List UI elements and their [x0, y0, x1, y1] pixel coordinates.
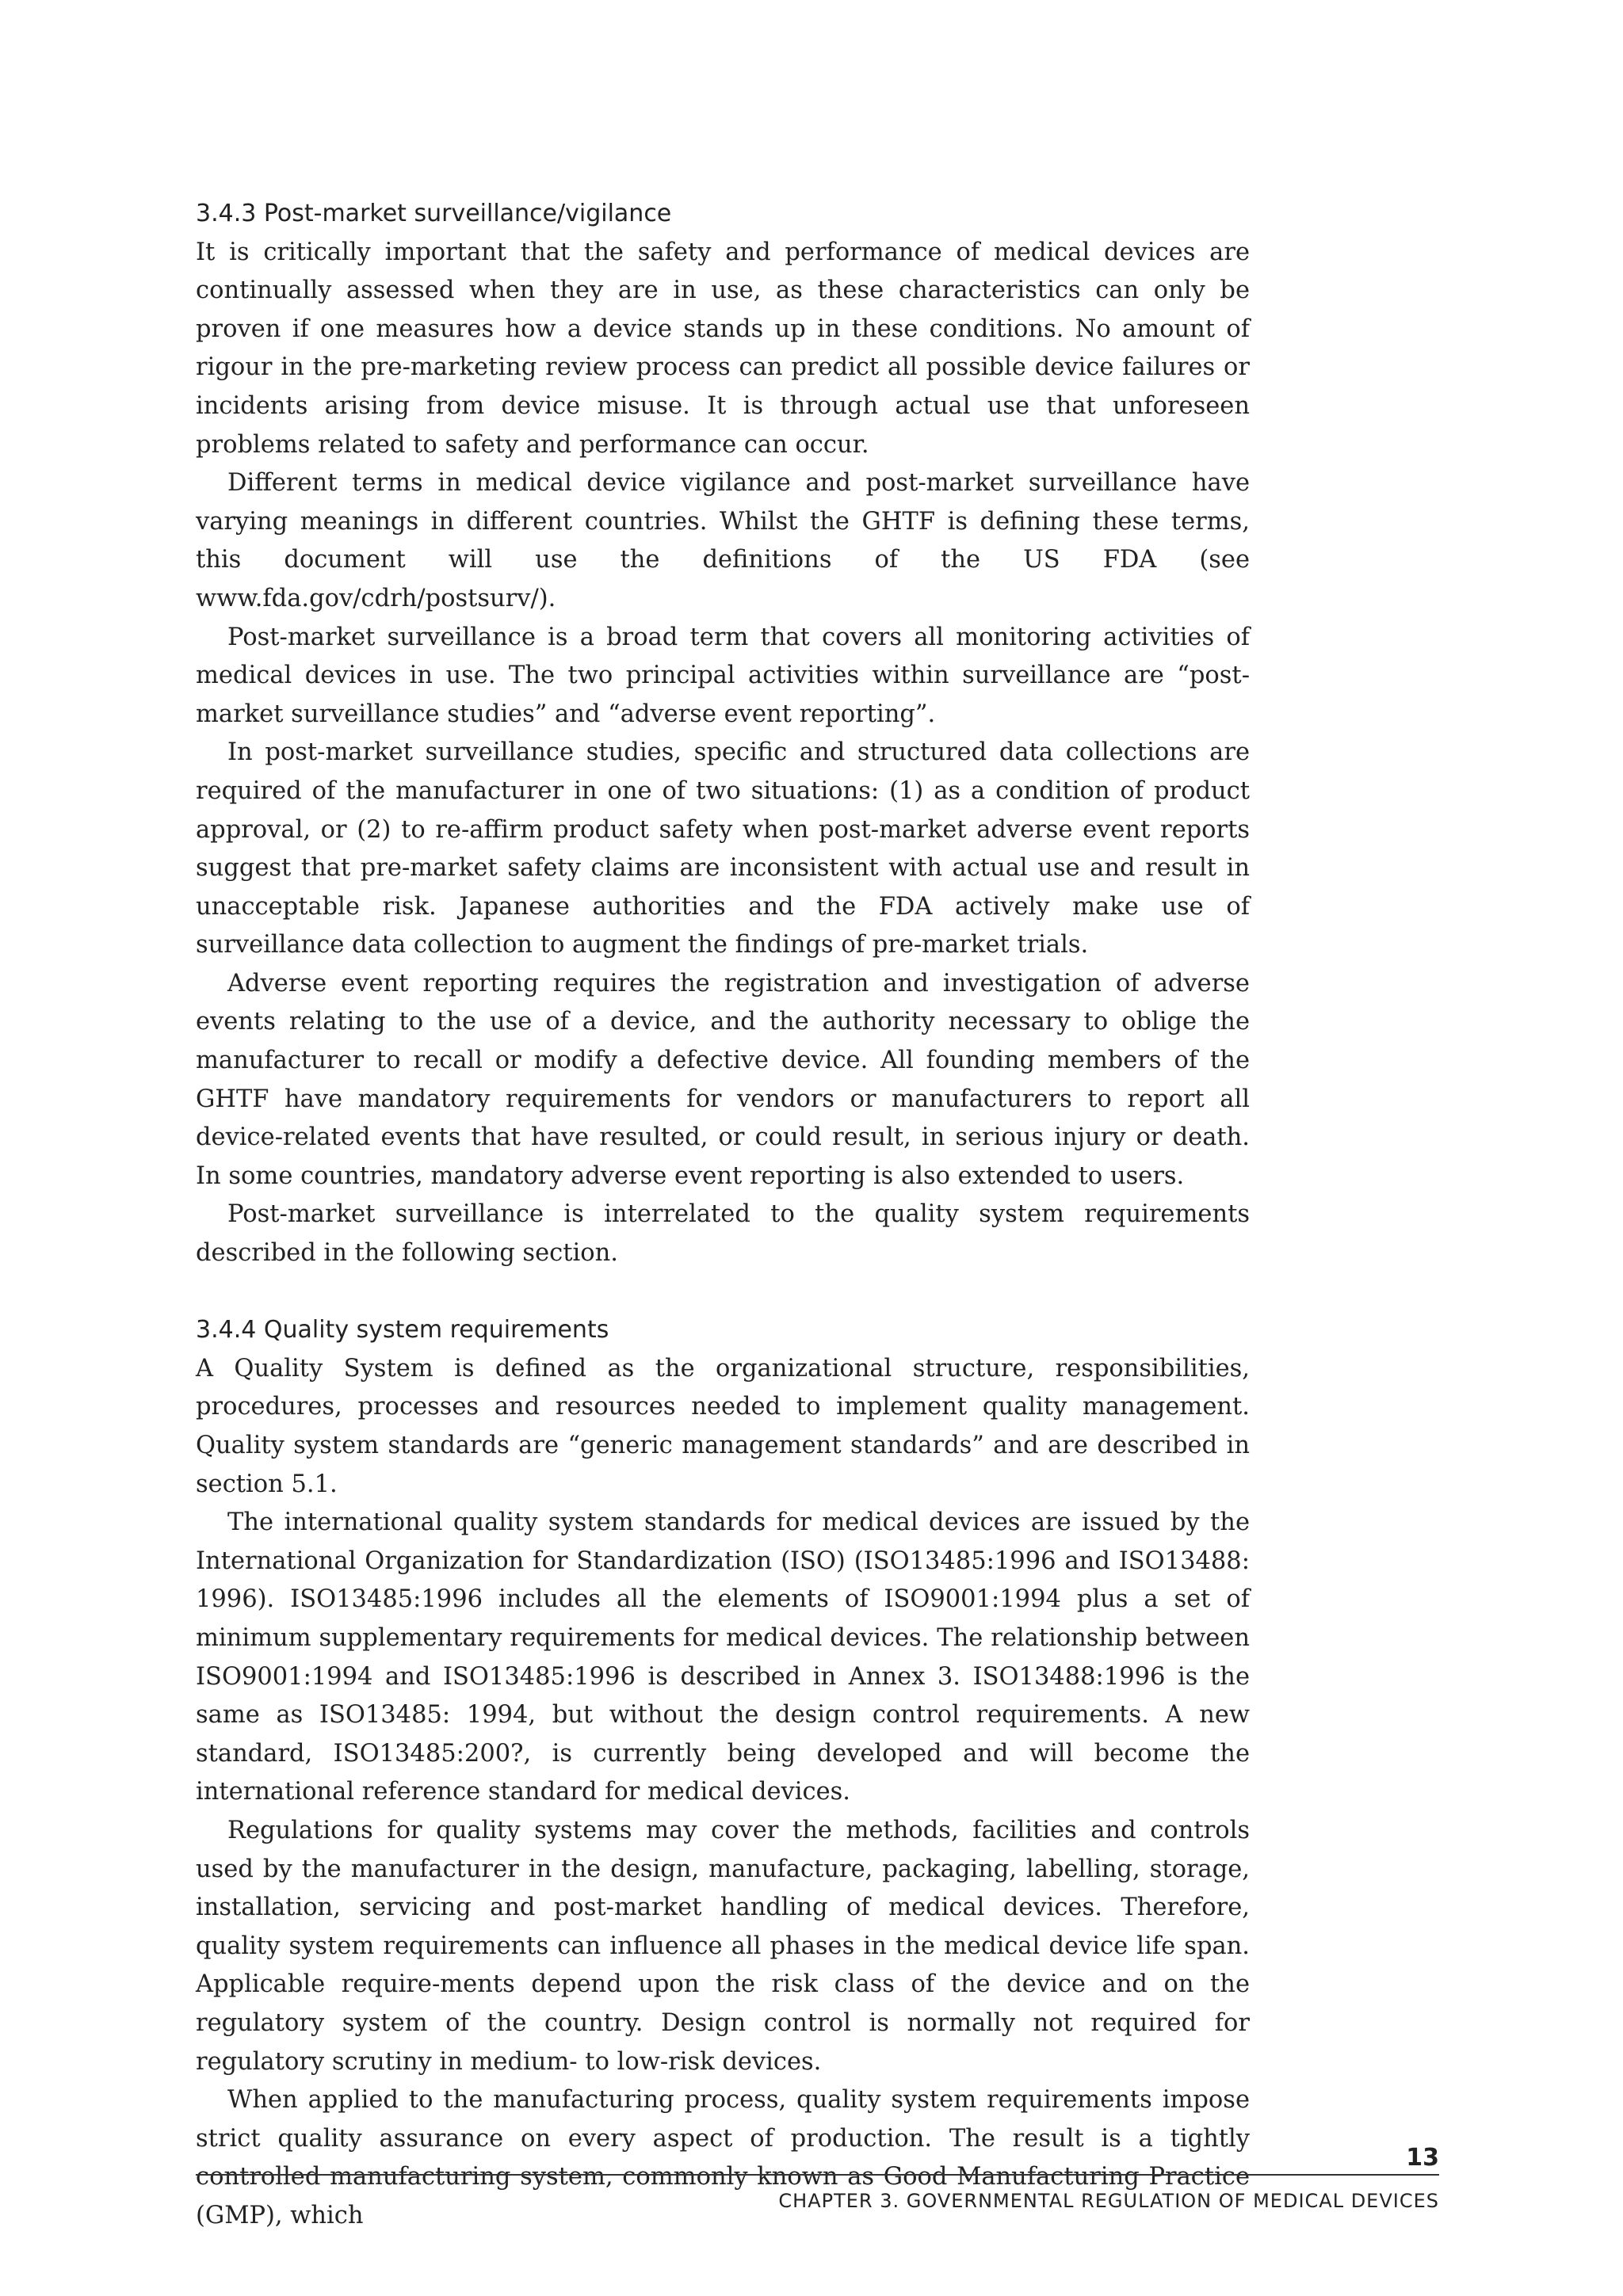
- page-body: [196, 195, 1250, 2235]
- section-heading: 3.4.3 Post-market surveillance/vigilance: [196, 200, 672, 227]
- paragraph: When applied to the manufacturing process, quality system requirements impose strict quality assurance on every aspect of production. The result is a tightly controlled manufacturing system, commonly known as Good Manufacturing Practice (GMP), which: [196, 2086, 1250, 2229]
- footer-divider: [196, 2174, 1439, 2176]
- section-quality-system-requirements: [196, 1311, 1250, 2235]
- page-number: 13: [1406, 2144, 1439, 2172]
- paragraph: Different terms in medical device vigilance and post-market surveillance have varying meanings in different countries. Whilst the GHTF is defining these terms, this document will use the definitions of the US FDA (see www.fda.gov/cdrh/postsurv/).: [196, 469, 1250, 612]
- paragraph: It is critically important that the safety and performance of medical devices are continually assessed when they are in use, as these characteristics can only be proven if one measures how a device stands up in these conditions. No amount of rigour in the pre-marketing review process can predict all possible device failures or incidents arising from device misuse. It is through actual use that unforeseen problems related to safety and performance can occur.: [196, 238, 1250, 459]
- running-footer-chapter: CHAPTER 3. GOVERNMENTAL REGULATION OF MEDICAL DEVICES: [778, 2190, 1439, 2212]
- paragraph: Post-market surveillance is a broad term that covers all monitoring activities of medical devices in use. The two principal activities within surveillance are “post-market surveillance studies” and “adverse event reporting”.: [196, 623, 1250, 728]
- paragraph: In post-market surveillance studies, specific and structured data collections are required of the manufacturer in one of two situations: (1) as a condition of product approval, or (2) to re-affirm product safety when post-market adverse event reports suggest that pre-market safety claims are inconsistent with actual use and result in unacceptable risk. Japanese authorities and the FDA actively make use of surveillance data collection to augment the findings of pre-market trials.: [196, 738, 1250, 959]
- paragraph: Post-market surveillance is interrelated to the quality system requirements described in the following section.: [196, 1200, 1250, 1268]
- section-post-market-surveillance: [196, 195, 1250, 1273]
- section-spacer: [196, 1273, 1250, 1312]
- paragraph: A Quality System is defined as the organizational structure, responsibilities, procedures, processes and resources needed to implement quality management. Quality system standards are “generic management standards” and are described in section 5.1.: [196, 1354, 1250, 1498]
- paragraph: Regulations for quality systems may cover the methods, facilities and controls used by the manufacturer in the design, manufacture, packaging, labelling, storage, installation, servicing and post-market handling of medical devices. Therefore, quality system requirements can influence all phases in the medical device life span. Applicable require-ments depend upon the risk class of the device and on the regulatory system of the country. Design control is normally not required for regulatory scrutiny in medium- to low-risk devices.: [196, 1816, 1250, 2076]
- section-heading: 3.4.4 Quality system requirements: [196, 1316, 609, 1344]
- paragraph: Adverse event reporting requires the registration and investigation of adverse events relating to the use of a device, and the authority necessary to oblige the manufacturer to recall or modify a defective device. All founding members of the GHTF have mandatory requirements for vendors or manufacturers to report all device-related events that have resulted, or could result, in serious injury or death. In some countries, mandatory adverse event reporting is also extended to users.: [196, 969, 1250, 1190]
- paragraph: The international quality system standards for medical devices are issued by the International Organization for Standardization (ISO) (ISO13485:1996 and ISO13488: 1996). ISO13485:1996 includes all the elements of ISO9001:1994 plus a set of minimum supplementary requirements for medical devices. The relationship between ISO9001:1994 and ISO13485:1996 is described in Annex 3. ISO13488:1996 is the same as ISO13485: 1994, but without the design control requirements. A new standard, ISO13485:200?, is currently being developed and will become the international reference standard for medical devices.: [196, 1508, 1250, 1806]
